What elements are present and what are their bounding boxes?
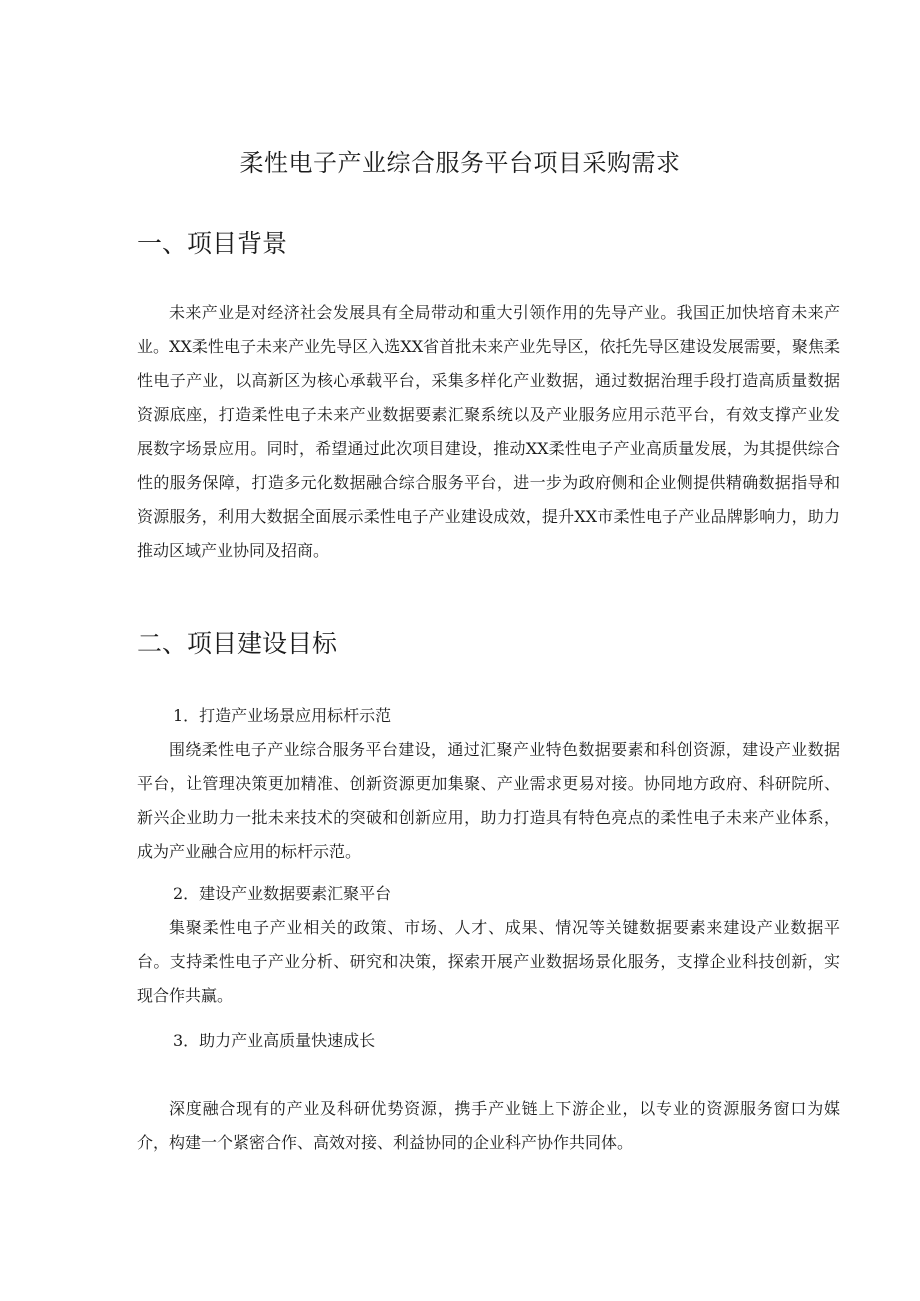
- goal-subheading-3: 3．助力产业高质量快速成长: [173, 1031, 376, 1050]
- goal-subheading-2: 2．建设产业数据要素汇聚平台: [173, 884, 392, 903]
- document-title: 柔性电子产业综合服务平台项目采购需求: [239, 149, 681, 177]
- section-heading-goals: 二、项目建设目标: [137, 629, 338, 658]
- goal-paragraph-1: 围绕柔性电子产业综合服务平台建设，通过汇聚产业特色数据要素和科创资源，建设产业数据平台，让管理决策更加精准、创新资源更加集聚、产业需求更易对接。协同地方政府、科研院所、新兴企业助力一批未来技术的突破和创新应用，助力打造具有特色亮点的柔性电子未来产业体系，成为产业融合应用的标杆示范。: [137, 740, 840, 861]
- goal-paragraph-2: 集聚柔性电子产业相关的政策、市场、人才、成果、情况等关键数据要素来建设产业数据平台。支持柔性电子产业分析、研究和决策，探索开展产业数据场景化服务，支撑企业科技创新，实现合作共赢。: [137, 918, 840, 1005]
- background-paragraph: 未来产业是对经济社会发展具有全局带动和重大引领作用的先导产业。我国正加快培育未来产业。XX柔性电子未来产业先导区入选XX省首批未来产业先导区，依托先导区建设发展需要，聚焦柔性电子产业，以高新区为核心承载平台，采集多样化产业数据，通过数据治理手段打造高质量数据资源底座，打造柔性电子未来产业数据要素汇聚系统以及产业服务应用示范平台，有效支撑产业发展数字场景应用。同时，希望通过此次项目建设，推动XX柔性电子产业高质量发展，为其提供综合性的服务保障，打造多元化数据融合综合服务平台，进一步为政府侧和企业侧提供精确数据指导和资源服务，利用大数据全面展示柔性电子产业建设成效，提升XX市柔性电子产业品牌影响力，助力推动区域产业协同及招商。: [137, 303, 840, 560]
- goal-paragraph-3: 深度融合现有的产业及科研优势资源，携手产业链上下游企业，以专业的资源服务窗口为媒介，构建一个紧密合作、高效对接、利益协同的企业科产协作共同体。: [137, 1099, 840, 1152]
- section-heading-background: 一、项目背景: [137, 229, 288, 258]
- goal-subheading-1: 1．打造产业场景应用标杆示范: [173, 706, 392, 725]
